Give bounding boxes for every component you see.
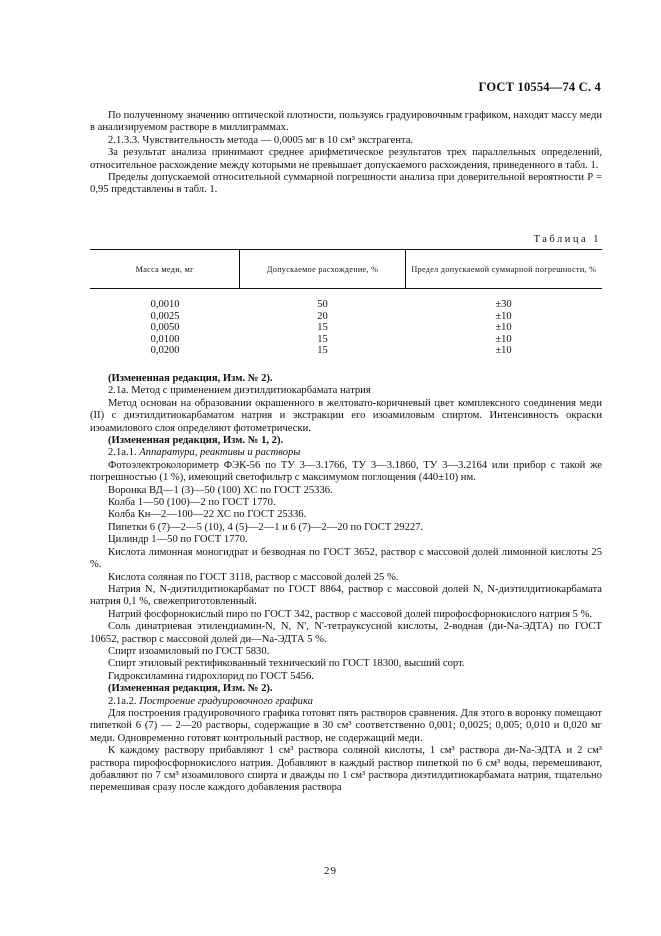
- table-row: [90, 345, 602, 357]
- table-cell: ±30: [495, 299, 512, 310]
- top-text-block: [90, 110, 602, 197]
- table-row: [90, 334, 602, 346]
- revision-note: (Измененная редакция, Изм. № 2).: [108, 373, 273, 384]
- table-cell: ±10: [495, 333, 512, 345]
- paragraph: За результат анализа принимают среднее арифметическое результатов трех параллельных определений, относительное расхождение между которыми не превышает допускаемого расхождения, приведенного в табл. 1.: [90, 147, 602, 171]
- list-item: Фотоэлектроколориметр ФЭК-56 по ТУ 3—3.1766, ТУ 3—3.1860, ТУ 3—3.2164 или прибор с такой же погрешностью (1 %), имеющий светофильтр с максимумом поглощения (440±10) нм.: [90, 459, 602, 484]
- section-title: Построение градуировочного графика: [139, 695, 313, 707]
- table-row: [90, 299, 602, 311]
- revision-note: (Измененная редакция, Изм. № 1, 2).: [108, 435, 284, 447]
- table-header-row: [90, 249, 602, 289]
- page-number: 29: [324, 865, 337, 877]
- table-cell: 15: [317, 345, 328, 356]
- table-1: [90, 249, 602, 357]
- list-item: Кислота соляная по ГОСТ 3118, раствор с массовой долей 25 %.: [108, 571, 399, 583]
- list-item: Соль динатриевая этилендиамин-N, N, N', N'-тетрауксусной кислоты, 2-водная (ди-Na-ЭДТА) по ГОСТ 10652, раствор с массовой долей ди—Na-ЭДТА 5 %.: [90, 621, 602, 645]
- list-item: Натрий фосфорнокислый пиро по ГОСТ 342, раствор с массовой долей пирофосфорнокислого натрия 5 %.: [108, 608, 593, 620]
- list-item: Спирт этиловый ректификованный технический по ГОСТ 18300, высший сорт.: [108, 658, 465, 670]
- revision-note: (Измененная редакция, Изм. № 2).: [108, 683, 273, 695]
- table-row: [90, 322, 602, 334]
- list-item: Спирт изоамиловый по ГОСТ 5830.: [108, 645, 270, 657]
- table-caption: Таблица 1: [533, 234, 601, 245]
- list-item: Гидроксиламина гидрохлорид по ГОСТ 5456.: [108, 670, 314, 682]
- table-cell: 0,0100: [150, 333, 180, 345]
- subsection-heading: [90, 447, 602, 459]
- section-heading: 2.1а. Метод с применением диэтилдитиокарбамата натрия: [108, 385, 371, 397]
- table-cell: 0,0200: [150, 345, 180, 356]
- table-cell: ±10: [495, 310, 512, 322]
- table-cell: 0,0025: [150, 310, 180, 322]
- section-title: Аппаратура, реактивы и растворы: [139, 447, 301, 459]
- table-body: [90, 289, 602, 357]
- paragraph: 2.1.3.3. Чувствительность метода — 0,0005 мг в 10 см³ экстрагента.: [108, 134, 414, 146]
- page-header: ГОСТ 10554—74 С. 4: [478, 80, 601, 94]
- paragraph: К каждому раствору прибавляют 1 см³ раствора соляной кислоты, 1 см³ раствора ди-Na-ЭДТА и 2 см³ раствора пирофосфорнокислого натрия. Добавляют в каждый раствор пипеткой по 6 см³ воды, перемешивают, добавляют по 7 см³ изоамилового спирта и дважды по 1 см³ раствора диэтилдитиокарбамата натрия, тщательно перемешивая сразу после каждого добавления раствора: [90, 745, 602, 794]
- subsection-heading: [90, 696, 602, 708]
- list-item: Колба 1—50 (100)—2 по ГОСТ 1770.: [108, 497, 276, 509]
- table-cell: ±10: [495, 322, 512, 333]
- table-cell: 0,0010: [150, 299, 180, 310]
- table-cell: ±10: [495, 345, 512, 356]
- table-cell: 0,0050: [150, 322, 180, 333]
- table-cell: 20: [317, 310, 328, 322]
- paragraph: Пределы допускаемой относительной суммарной погрешности анализа при доверительной вероятности P = 0,95 представлены в табл. 1.: [90, 172, 602, 196]
- paragraph: По полученному значению оптической плотности, пользуясь градуировочным графиком, находят массу меди в анализируемом растворе в миллиграммах.: [90, 110, 602, 134]
- list-item: Пипетки 6 (7)—2—5 (10), 4 (5)—2—1 и 6 (7)—2—20 по ГОСТ 29227.: [108, 521, 424, 533]
- table-header-cell: Масса меди, мг: [135, 264, 194, 274]
- table-cell: 15: [317, 322, 328, 333]
- table-header-cell: Предел допускаемой суммарной погрешности, %: [405, 250, 602, 288]
- table-cell: 50: [317, 299, 328, 310]
- list-item: Кислота лимонная моногидрат и безводная по ГОСТ 3652, раствор с массовой долей лимонной кислоты 25 %.: [90, 546, 602, 571]
- section-number: 2.1а.2.: [108, 695, 137, 707]
- table-cell: 15: [317, 333, 328, 345]
- main-text-block: [90, 373, 602, 795]
- paragraph: Для построения градуировочного графика готовят пять растворов сравнения. Для этого в воронку помещают пипеткой 6 (7) — 2—20 растворы, содержащие в 30 см³ соответственно 0,001; 0,0025; 0,005; 0,010 и 0,020 мг меди. Одновременно готовят контрольный раствор, не содержащий меди.: [90, 707, 602, 744]
- list-item: Натрия N, N-диэтилдитиокарбамат по ГОСТ 8864, раствор с массовой долей N, N-диэтилдитиокарбамата натрия 0,1 %, свежеприготовленный.: [90, 583, 602, 608]
- list-item: Цилиндр 1—50 по ГОСТ 1770.: [108, 534, 248, 546]
- section-number: 2.1а.1.: [108, 447, 137, 459]
- list-item: Колба Кн—2—100—22 ХС по ГОСТ 25336.: [108, 509, 307, 521]
- paragraph: Метод основан на образовании окрашенного в желтовато-коричневый цвет комплексного соединения меди (II) с диэтилдитиокарбаматом натрия и экстракции его изоамиловым спиртом. Интенсивность окраски изоамилового слоя определяют фотометрически.: [90, 397, 602, 434]
- table-header-cell: Допускаемое расхождение, %: [239, 250, 404, 288]
- table-row: [90, 311, 602, 323]
- list-item: Воронка ВД—1 (3)—50 (100) ХС по ГОСТ 25336.: [108, 484, 333, 496]
